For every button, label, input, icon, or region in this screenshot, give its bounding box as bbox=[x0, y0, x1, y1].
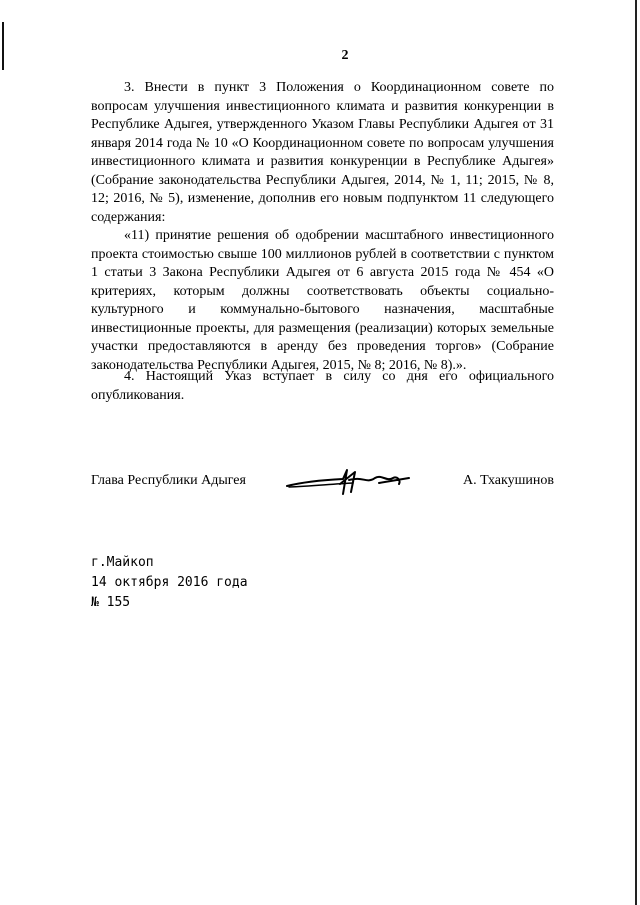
paragraph-4-text: 4. Настоящий Указ вступает в силу со дня его официального опубликования. bbox=[91, 369, 554, 403]
place-date-block bbox=[91, 553, 248, 613]
scan-edge-right bbox=[635, 0, 637, 905]
signature-row bbox=[91, 470, 554, 500]
decree-number: № 155 bbox=[91, 595, 131, 610]
paragraph-3-main: 3. Внести в пункт 3 Положения о Координационном совете по вопросам улучшения инвестиционного климата и развития конкуренции в Республике Адыгея, утвержденного Указом Главы Республики Адыгея от 31 января 2014 года № 10 «О Координационном совете по вопросам улучшения инвестиционного климата и развития конкуренции в Республике Адыгея» (Собрание законодательства Республики Адыгея, 2014, № 1, 11; 2015, № 8, 12; 2016, № 5), изменение, дополнив его новым подпунктом 11 следующего содержания: bbox=[91, 80, 554, 225]
page-number: 2 bbox=[341, 48, 349, 63]
signatory-title: Глава Республики Адыгея bbox=[91, 473, 246, 488]
date-label: 14 октября 2016 года bbox=[91, 575, 248, 590]
paragraph-3 bbox=[91, 79, 554, 375]
paragraph-4 bbox=[91, 368, 554, 405]
handwritten-signature bbox=[283, 464, 413, 498]
signatory-name: А. Тхакушинов bbox=[463, 473, 554, 488]
paragraph-3-quote: «11) принятие решения об одобрении масштабного инвестиционного проекта стоимостью свыше 100 миллионов рублей в соответствии с пунктом 1 статьи 3 Закона Республики Адыгея от 6 августа 2015 года № 454 «О критериях, которым должны соответствовать объекты социально-культурного и коммунально-бытового назначения, масштабные инвестиционные проекты, для размещения (реализации) которых земельные участки предоставляются в аренду без проведения торгов» (Собрание законодательства Республики Адыгея, 2015, № 8; 2016, № 8).». bbox=[91, 228, 554, 373]
city-label: г.Майкоп bbox=[91, 555, 154, 570]
